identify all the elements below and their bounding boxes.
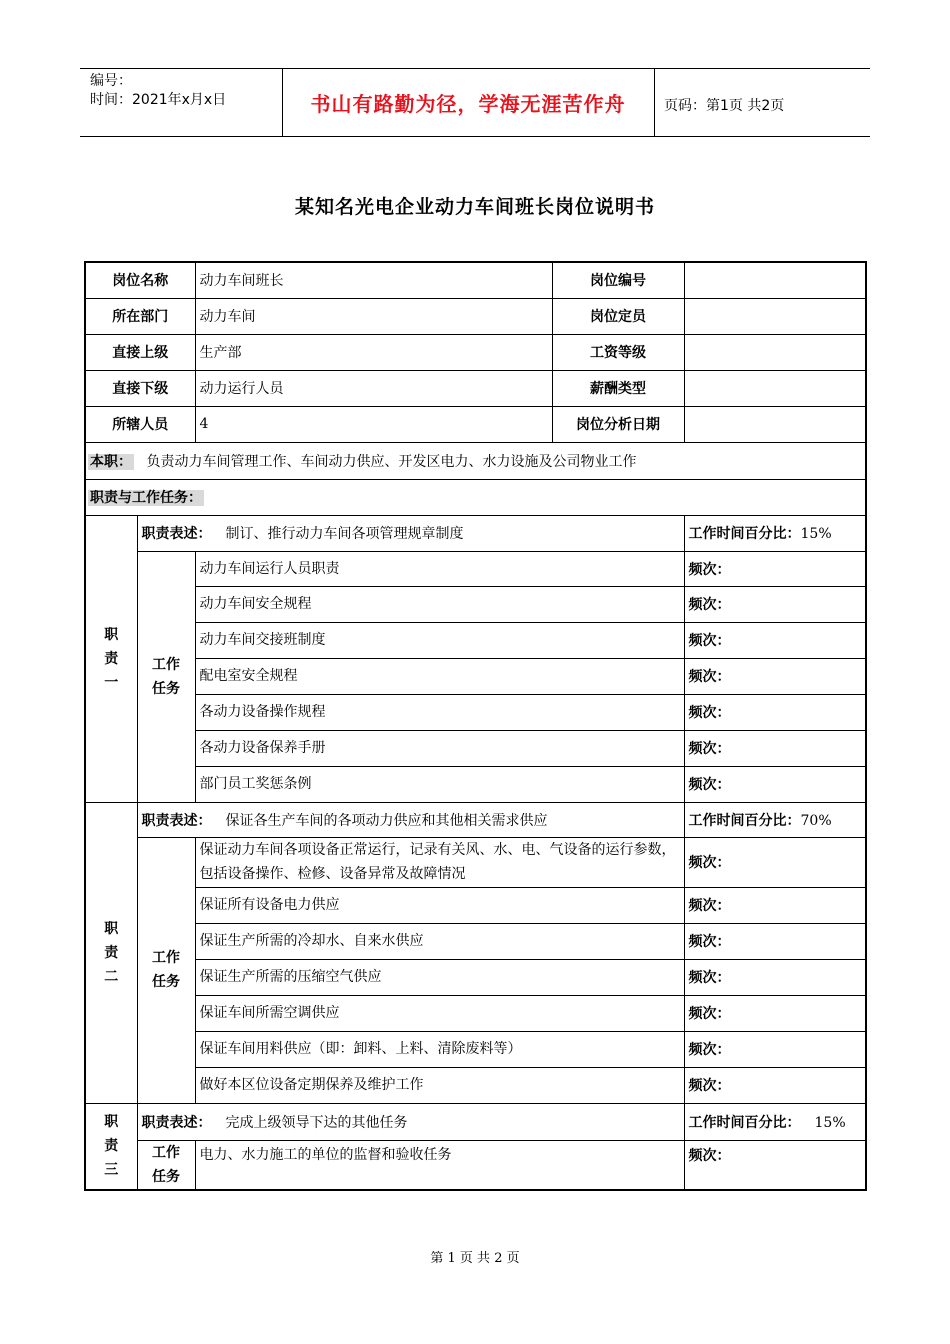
task-text: 各动力设备保养手册 xyxy=(195,730,684,766)
basic-value: 动力运行人员 xyxy=(195,370,552,406)
task-row xyxy=(85,694,866,730)
header-bottom-rule xyxy=(80,136,870,137)
task-frequency-label: 频次： xyxy=(684,995,866,1031)
basic-value-right xyxy=(684,370,866,406)
duty-name-char: 责 xyxy=(104,1138,119,1154)
task-frequency-label: 频次： xyxy=(684,730,866,766)
basic-row xyxy=(85,262,866,298)
basic-row xyxy=(85,298,866,334)
task-text: 保证车间用料供应（即：卸料、上料、清除废料等） xyxy=(195,1031,684,1067)
task-frequency-label: 频次： xyxy=(684,1067,866,1103)
task-row xyxy=(85,995,866,1031)
task-row xyxy=(85,622,866,658)
tasks-label-line: 工作 xyxy=(152,656,180,673)
tasks-label-line: 工作 xyxy=(152,950,180,966)
duty-description-row xyxy=(85,515,866,551)
basic-label-right: 岗位分析日期 xyxy=(552,406,684,442)
duty-description-label: 职责表述： xyxy=(141,1114,212,1131)
task-frequency-label: 频次： xyxy=(684,923,866,959)
task-text: 动力车间安全规程 xyxy=(195,586,684,622)
basic-label: 所辖人员 xyxy=(85,406,195,442)
mission-cell xyxy=(85,442,866,479)
duty-percent-value: 70% xyxy=(800,812,832,829)
task-text: 保证生产所需的压缩空气供应 xyxy=(195,959,684,995)
tasks-label-cell xyxy=(137,837,195,1103)
basic-value: 动力车间 xyxy=(195,298,552,334)
task-text: 动力车间交接班制度 xyxy=(195,622,684,658)
task-row xyxy=(85,837,866,887)
mission-text: 负责动力车间管理工作、车间动力供应、开发区电力、水力设施及公司物业工作 xyxy=(146,453,637,470)
tasks-label-cell xyxy=(137,1140,195,1190)
task-row xyxy=(85,959,866,995)
basic-value: 动力车间班长 xyxy=(195,262,552,298)
duty-name-char: 一 xyxy=(104,674,119,691)
mission-label: 本职： xyxy=(90,453,132,470)
task-frequency-label: 频次： xyxy=(684,1031,866,1067)
duty-description-text: 保证各生产车间的各项动力供应和其他相关需求供应 xyxy=(225,812,548,829)
duty-name-char: 职 xyxy=(104,920,119,937)
duty-percent-cell xyxy=(684,802,866,837)
task-frequency-label: 频次： xyxy=(684,766,866,802)
tasks-label-line: 工作 xyxy=(152,1144,180,1161)
task-text: 电力、水力施工的单位的监督和验收任务 xyxy=(195,1140,684,1190)
task-frequency-label: 频次： xyxy=(684,837,866,887)
mission-row xyxy=(85,442,866,479)
task-row xyxy=(85,766,866,802)
header-motto: 书山有路勤为径，学海无涯苦作舟 xyxy=(310,91,626,116)
document-title: 某知名光电企业动力车间班长岗位说明书 xyxy=(294,196,655,218)
duty-percent-value: 15% xyxy=(814,1114,846,1131)
basic-value-right xyxy=(684,334,866,370)
task-row xyxy=(85,1140,866,1190)
basic-label: 直接下级 xyxy=(85,370,195,406)
task-row xyxy=(85,658,866,694)
duty-description-label: 职责表述： xyxy=(141,812,212,829)
duty-name-char: 责 xyxy=(104,650,119,667)
duty-description-cell xyxy=(137,515,684,551)
tasks-label-line: 任务 xyxy=(152,974,180,990)
duty-description-row xyxy=(85,1103,866,1140)
basic-row xyxy=(85,370,866,406)
task-frequency-label: 频次： xyxy=(684,887,866,923)
task-row xyxy=(85,1031,866,1067)
task-text: 保证所有设备电力供应 xyxy=(195,887,684,923)
task-row xyxy=(85,551,866,586)
header-page-number: 页码：第1页 共2页 xyxy=(664,98,785,114)
basic-value-right xyxy=(684,406,866,442)
duty-description-cell xyxy=(137,1103,684,1140)
duty-description-text: 完成上级领导下达的其他任务 xyxy=(225,1114,408,1131)
duty-percent-label: 工作时间百分比： xyxy=(688,526,801,542)
header-divider-right xyxy=(654,68,655,136)
duty-percent-label: 工作时间百分比： xyxy=(688,812,801,829)
duty-description-row xyxy=(85,802,866,837)
basic-label-right: 岗位定员 xyxy=(552,298,684,334)
page-footer: 第 1 页 共 2 页 xyxy=(430,1251,520,1266)
duty-name-char: 职 xyxy=(104,626,119,643)
duty-percent-cell xyxy=(684,1103,866,1140)
basic-label: 所在部门 xyxy=(85,298,195,334)
duty-name-cell xyxy=(85,802,137,1103)
basic-label-right: 岗位编号 xyxy=(552,262,684,298)
tasks-label-line: 任务 xyxy=(152,1168,180,1185)
duties-header-row xyxy=(85,479,866,515)
task-text: 动力车间运行人员职责 xyxy=(195,551,684,586)
duty-name-char: 责 xyxy=(104,944,119,961)
duty-name-cell xyxy=(85,1103,137,1190)
task-row xyxy=(85,923,866,959)
task-text: 保证车间所需空调供应 xyxy=(195,995,684,1031)
basic-label: 岗位名称 xyxy=(85,262,195,298)
task-text: 保证动力车间各项设备正常运行，记录有关风、水、电、气设备的运行参数，包括设备操作、检修、设备异常及故障情况 xyxy=(195,837,684,887)
duty-name-char: 二 xyxy=(104,968,119,985)
job-description-table xyxy=(84,261,867,1191)
basic-value: 4 xyxy=(195,406,552,442)
duty-description-cell xyxy=(137,802,684,837)
basic-row xyxy=(85,406,866,442)
basic-label: 直接上级 xyxy=(85,334,195,370)
header-time: 时间：2021年x月x日 xyxy=(90,92,227,108)
duty-description-label: 职责表述： xyxy=(141,526,212,542)
duty-name-cell xyxy=(85,515,137,802)
duty-percent-label: 工作时间百分比： xyxy=(688,1114,801,1131)
task-frequency-label: 频次： xyxy=(684,959,866,995)
duty-percent-cell xyxy=(684,515,866,551)
tasks-label-cell xyxy=(137,551,195,802)
basic-row xyxy=(85,334,866,370)
duties-header: 职责与工作任务： xyxy=(90,490,202,506)
basic-value: 生产部 xyxy=(195,334,552,370)
task-row xyxy=(85,586,866,622)
task-frequency-label: 频次： xyxy=(684,1140,866,1190)
task-frequency-label: 频次： xyxy=(684,551,866,586)
basic-value-right xyxy=(684,262,866,298)
tasks-label-line: 任务 xyxy=(152,680,180,697)
header-number-label: 编号： xyxy=(90,73,132,89)
duty-description-text: 制订、推行动力车间各项管理规章制度 xyxy=(225,526,464,542)
task-row xyxy=(85,1067,866,1103)
task-row xyxy=(85,730,866,766)
task-frequency-label: 频次： xyxy=(684,694,866,730)
task-frequency-label: 频次： xyxy=(684,658,866,694)
task-frequency-label: 频次： xyxy=(684,586,866,622)
header-meta xyxy=(90,72,226,110)
task-text: 做好本区位设备定期保养及维护工作 xyxy=(195,1067,684,1103)
task-text: 部门员工奖惩条例 xyxy=(195,766,684,802)
duty-name-char: 职 xyxy=(104,1114,119,1130)
duties-header-cell xyxy=(85,479,866,515)
basic-value-right xyxy=(684,298,866,334)
task-frequency-label: 频次： xyxy=(684,622,866,658)
basic-label-right: 工资等级 xyxy=(552,334,684,370)
duty-percent-value: 15% xyxy=(800,526,832,542)
basic-label-right: 薪酬类型 xyxy=(552,370,684,406)
task-text: 保证生产所需的冷却水、自来水供应 xyxy=(195,923,684,959)
task-row xyxy=(85,887,866,923)
duty-name-char: 三 xyxy=(104,1162,119,1178)
task-text: 各动力设备操作规程 xyxy=(195,694,684,730)
task-text: 配电室安全规程 xyxy=(195,658,684,694)
